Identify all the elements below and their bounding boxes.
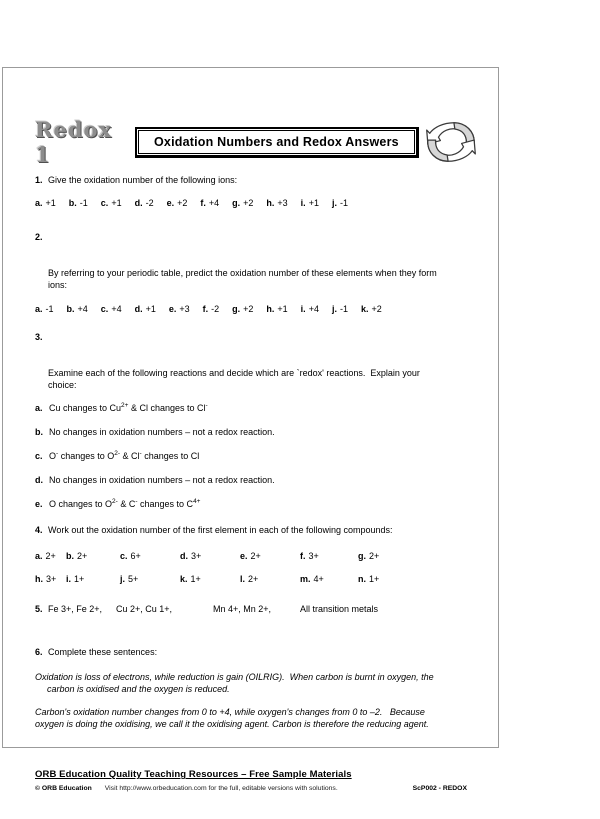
- answer-item: h. +3: [266, 198, 288, 208]
- answer-item: g. +2: [232, 198, 254, 208]
- answer-item: a. +1: [35, 198, 56, 208]
- question-number: 2.: [35, 232, 43, 242]
- answer-text-line: carbon is oxidised and the oxygen is reduced.: [47, 684, 230, 694]
- footer-heading: ORB Education Quality Teaching Resources – Free Sample Materials: [35, 769, 352, 780]
- answer-item: h. 3+: [35, 574, 57, 584]
- answer-item: n. 1+: [358, 574, 380, 584]
- question-number: 6.: [35, 647, 43, 657]
- question-text: Give the oxidation number of the following ions:: [48, 175, 238, 185]
- answer-item: All transition metals: [300, 604, 379, 614]
- page-footer: [35, 769, 467, 793]
- question-2: [35, 231, 467, 315]
- answer-item: a. 2+: [35, 551, 56, 561]
- page-title: Oxidation Numbers and Redox Answers: [138, 130, 415, 154]
- answer-item: e. +3: [168, 304, 190, 314]
- answer-line: c. O- changes to $O^{2-}$ & Cl- changes to Cl: [35, 450, 200, 461]
- question-4-answers-row2: [35, 573, 467, 585]
- answer-item: j. 5+: [120, 574, 139, 584]
- answer-item: b. 2+: [66, 551, 88, 561]
- answer-item: k. 1+: [180, 574, 201, 584]
- question-5-answers: [48, 603, 467, 615]
- question-2-answers: [35, 303, 467, 315]
- answer-item: b. +4: [66, 304, 88, 314]
- question-number: 5.: [35, 604, 43, 614]
- answer-item: h. +1: [266, 304, 288, 314]
- answer-item: f. +4: [200, 198, 220, 208]
- question-number: 1.: [35, 175, 43, 185]
- question-text: Examine each of the following reactions and decide which are `redox' reactions. Explain your choice:: [48, 368, 420, 390]
- document-code: ScP002 - REDOX: [412, 785, 467, 792]
- answer-item: j. -1: [331, 304, 348, 314]
- answer-text-line: Oxidation is loss of electrons, while reduction is gain (OILRIG). When carbon is burnt in oxygen, the: [35, 672, 434, 682]
- redox-logo: Redox 1: [35, 117, 113, 167]
- question-3-answers: [35, 402, 467, 511]
- question-1-answers: [35, 197, 467, 209]
- question-6-answer-2: [35, 706, 467, 730]
- question-3: [35, 331, 467, 511]
- question-text: By referring to your periodic table, predict the oxidation number of these elements when they form ions:: [48, 268, 437, 290]
- question-4: [35, 524, 467, 585]
- answer-text-line: oxygen is doing the oxidising, we call it the oxidising agent. Carbon is therefore the reducing agent.: [35, 719, 429, 729]
- answer-item: c. 6+: [120, 551, 141, 561]
- copyright-text: © ORB Education: [35, 785, 92, 792]
- footer-line: [35, 784, 467, 793]
- answer-item: f. -2: [202, 304, 220, 314]
- question-6: [35, 646, 467, 658]
- worksheet-page: [2, 67, 499, 792]
- answer-line: d. No changes in oxidation numbers – not a redox reaction.: [35, 475, 275, 485]
- answer-line: a. Cu changes to $Cu^{2+}$ & Cl changes to Cl-: [35, 402, 208, 413]
- answer-text-line: Carbon's oxidation number changes from 0 to +4, while oxygen's changes from 0 to –2. Because: [35, 707, 425, 717]
- answer-item: d. -2: [134, 198, 154, 208]
- question-text: Work out the oxidation number of the first element in each of the following compounds:: [48, 525, 393, 535]
- answer-item: g. +2: [232, 304, 254, 314]
- question-4-prompt: [35, 524, 467, 536]
- answer-item: Mn 4+, Mn 2+,: [213, 604, 272, 614]
- answer-item: i. +4: [300, 304, 319, 314]
- answer-item: i. 1+: [66, 574, 85, 584]
- question-number: 3.: [35, 332, 43, 342]
- question-6-answer-1: [35, 671, 467, 695]
- answer-item: b. -1: [68, 198, 88, 208]
- question-number: 4.: [35, 525, 43, 535]
- answer-item: j. -1: [331, 198, 348, 208]
- answer-item: c. +1: [100, 198, 122, 208]
- question-5: [35, 603, 467, 615]
- answer-item: c. +4: [100, 304, 122, 314]
- answer-item: d. 3+: [180, 551, 202, 561]
- question-1-prompt: [35, 174, 467, 186]
- answer-item: k. +2: [360, 304, 382, 314]
- footer-note: Visit http://www.orbeducation.com for the full, editable versions with solutions.: [104, 785, 338, 792]
- question-1: [35, 174, 467, 209]
- answer-item: l. 2+: [240, 574, 259, 584]
- answer-line: b. No changes in oxidation numbers – not a redox reaction.: [35, 427, 275, 437]
- answer-item: i. +1: [300, 198, 319, 208]
- answer-item: Cu 2+, Cu 1+,: [116, 604, 173, 614]
- question-3-prompt: [35, 331, 467, 391]
- question-4-answers-row1: [35, 550, 467, 562]
- answer-item: e. +2: [166, 198, 188, 208]
- answer-line: e. O changes to $O^{2-}$ & C- changes to $C^{4+}$: [35, 498, 201, 509]
- answer-item: Fe 3+, Fe 2+,: [48, 604, 103, 614]
- answer-item: a. -1: [35, 304, 54, 314]
- answer-item: d. +1: [134, 304, 156, 314]
- cycle-arrows-icon: [419, 115, 483, 169]
- answer-item: e. 2+: [240, 551, 261, 561]
- answer-item: f. 3+: [300, 551, 319, 561]
- answer-item: m. 4+: [300, 574, 324, 584]
- question-text: Complete these sentences:: [48, 647, 158, 657]
- question-2-prompt: [35, 231, 467, 291]
- question-6-prompt: [35, 646, 467, 658]
- answer-item: g. 2+: [358, 551, 380, 561]
- title-box: [135, 127, 419, 158]
- page-header: [35, 114, 467, 170]
